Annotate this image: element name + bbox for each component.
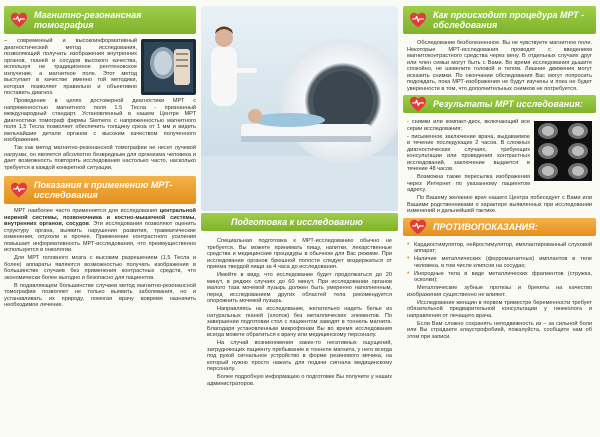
procedure-heading: Как происходит процедура МРТ - обследования (433, 10, 585, 30)
list-item: • Инородные тела в виде металлических фрагментов (стружка, осколки); (407, 271, 592, 284)
mri-text (4, 38, 196, 171)
indications-paragraph-3: В подавляющем большинстве случаев метод магнитно-резонансной томографии позволяет не только выявить заболевания, но и устанавливать их природу, помогая врачу вовремя назначить необходимое лечение. (4, 282, 196, 308)
heart-icon (409, 219, 427, 235)
indications-text (4, 208, 196, 309)
mri-paragraph-1: – современный и высокоинформативный диагностический метод исследования, позволяющий получать изображения внутренних органов, тканей и сосудов высокого качества, используя не традиционное рентгеновское излучение, а магнитное поле. Этот метод выступает в качестве именно той методики, которая позволяет правильно и объективно поставить диагноз. (4, 38, 137, 96)
prep-heading: Подготовка к исследованию (231, 217, 363, 227)
contra-paragraph-3: Если Вам сложно сохранять неподвижность из – за сильной боли или Вы страдаете клаустрофобией, пожалуйста, сообщите нам об этом при записи. (407, 320, 592, 340)
list-item: • Наличие металлических (ферромагнитных) имплантов в теле человека, в том числе клипсов на сосудах; (407, 256, 592, 269)
list-item: • Кардиостимулятор, нейростимулятор, имплантированный слуховой аппарат; (407, 242, 592, 255)
prep-paragraph-5: Более подробную информацию о подготовке Вы получите у наших администраторов. (207, 374, 392, 387)
indications-paragraph-1: МРТ наиболее часто применяется для исследования центральной нервной системы, позвоночника и костно-мышечной системы, внутренних органов, сосудов. Эти исследования позволяют оценить структуру органа, выявить нарушения развития, травматические изменения, опухоли и прочее. Применение контрастного усиления повышает информативность МРТ-исследования, что преимущественно используется в онкологии. (4, 208, 196, 253)
results-paragraph-2: - письменное заключение врача, выдаваемое в течение последующих 2 часов. В сложных диагностических случаях, требующих консультации или проведения контрастных исследований, заключение выдается в течение 48 часов. (407, 133, 530, 172)
results-paragraph-3: Возможна также пересылка изображения через Интернет по указанному пациентом адресу. (407, 174, 530, 193)
contra-heading-bar (403, 218, 596, 236)
prep-paragraph-1: Специальная подготовка к МРТ-исследованию обычно не требуется. Вы можете принимать пищу, напитки, лекарственные средства и медицинские процедуры в обычном для Вас режиме. При исследовании органов брюшной полости следует воздержаться от приема твердой пищи за 4 часа до исследования. (207, 238, 392, 270)
prep-paragraph-3: Направляясь на исследование, желательно надеть белье из натуральных тканей (хлопок) без металлических элементов. По завершении подготовки стол с пациентом заводят в тоннель магнита. Благодаря установленным микрофонам Вы во время исследования всегда можете обратиться к врачу или медицинскому персоналу. (207, 306, 392, 338)
procedure-heading-bar (403, 6, 596, 34)
mri-results-image (534, 121, 592, 181)
contra-list (407, 242, 592, 284)
mri-heading-bar (4, 6, 196, 34)
contra-paragraph-2: Исследование женщин в первом триместре беременности требует обязательной предварительной консультации у гинеколога и направления от лечащего врача. (407, 299, 592, 319)
contra-paragraph-1: Металлические зубные протезы и брекеты на качество изображения существенно не влияют. (407, 285, 592, 298)
contra-heading: ПРОТИВОПОКАЗАНИЯ: (433, 221, 538, 232)
mri-paragraph-2: Проведение в целях достоверной диагностики МРТ с напряженностью магнитного поля 1.5 Тесла - признанный международный стандарт. Установленный в нашем Центре МРТ диагностики томограф фирмы Siemens с напряженностью магнитного поля 1,5 Тесла позволяет обеспечить толщину среза от 1 мм и видеть мельчайшие детали органов с высоким качеством полученного изображения. (4, 98, 196, 143)
mri-heading: Магнитно-резонансная томография (34, 10, 142, 30)
procedure-text (403, 37, 596, 92)
mri-scan-image (141, 39, 196, 95)
prep-paragraph-4: На случай возникновения каких-то негативных ощущений, затрудняющих пациенту пребывание в тоннеле магнита, у него всегда под рукой сигнальное устройство в форме резинового мячика, на который нужно просто нажать для подачи сигнала медицинскому персоналу. (207, 340, 392, 372)
results-heading: Результаты МРТ исследования: (433, 99, 583, 109)
right-panel (403, 6, 596, 432)
mri-paragraph-3: Так как метод магнитно-резонансной томографии не несет лучевой нагрузки, он является абсолютно безвредным для организма человека и дает возможность повторять исследования настолько часто, насколько требуется в каждой конкретной ситуации. (4, 145, 196, 171)
prep-paragraph-2: Имейте в виду, что исследование будет продолжаться до 20 минут, в редких случаях до 60 минут. При исследовании органов малого таза мочевой пузырь должен быть умеренно наполненным, перед исследованием других областей тела рекомендуется опорожнить мочевой пузырь. (207, 272, 392, 304)
prep-heading-bar (201, 213, 398, 231)
heart-icon (409, 12, 427, 28)
indications-paragraph-2: Для МРТ головного мозга с высоким разрешением (1,5 Тесла и более) аппараты являются возможностью получать изображения в большинстве случаев без применения контрастных средств, что экономически более выгодно и безопасно для пациентов. (4, 255, 196, 281)
left-panel (4, 6, 196, 432)
indications-heading: Показания к применению МРТ-исследования (34, 180, 173, 200)
procedure-paragraph: Обследование безболезненное. Вы не чувствуете магнитное поле. Некоторые МРТ-исследования проводят с введением магнитоконтрастного средства через вену. В отдельных случаях друг или член семьи могут быть с Вами. Во время исследования дышите спокойно, не шевелите головой и телом. Лишние движения могут исказить снимки. По окончании обследования Вас могут попросить подождать, пока МРТ-изображения не будут изучены и пока не будет уверенности в том, что дополнительных снимков не потребуется. (407, 40, 592, 92)
contra-text (403, 239, 596, 341)
middle-panel (201, 6, 398, 432)
mri-machine-photo (201, 6, 398, 211)
results-heading-bar (403, 95, 596, 113)
results-paragraph-4: По Вашему желанию врач нашего Центра побеседует с Вами или Вашими родственниками о характере выявленных при исследовании изменений и дальнейшей тактике. (407, 195, 592, 214)
heart-icon (10, 182, 28, 198)
heart-icon (10, 12, 28, 28)
results-text (403, 116, 596, 215)
prep-text (201, 234, 398, 387)
indications-heading-bar (4, 176, 196, 204)
results-paragraph-1: - снимки или компакт-диск, включающий все серии исследования; (407, 119, 530, 132)
heart-icon (409, 96, 427, 112)
